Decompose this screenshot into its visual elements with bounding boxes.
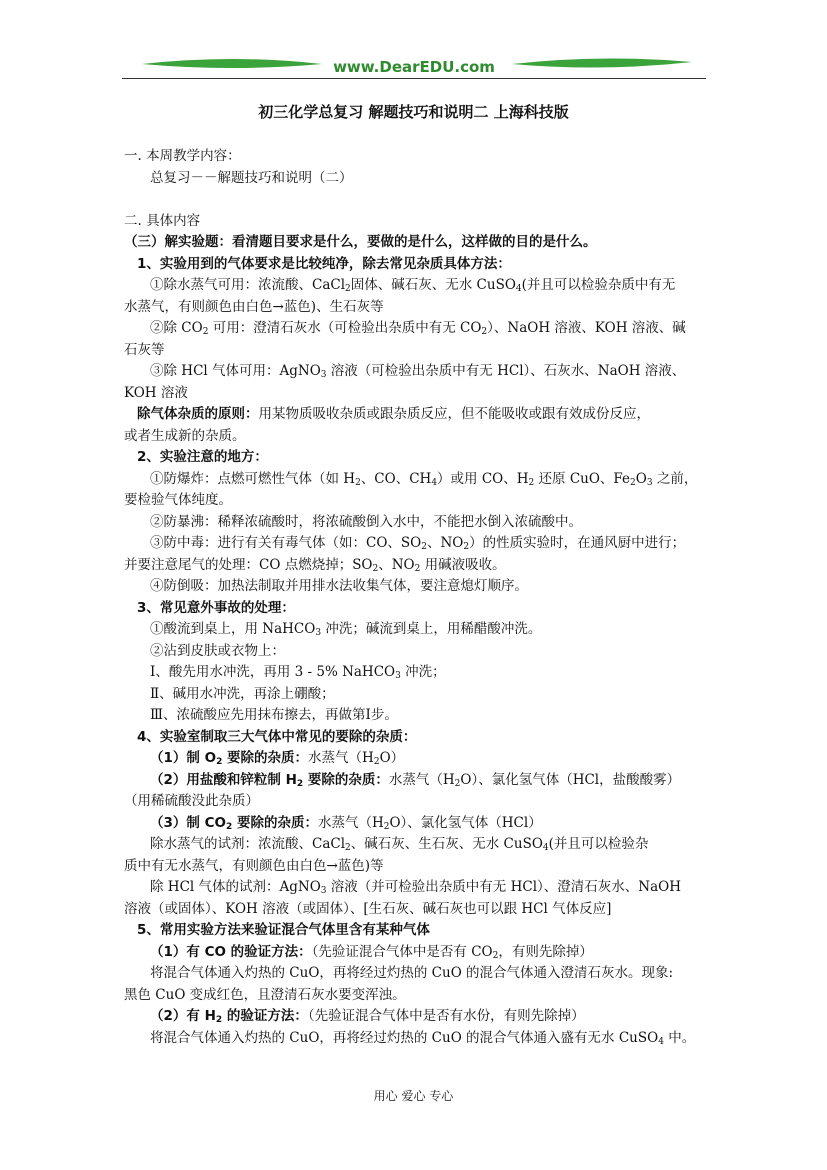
point-1-line: KOH 溶液 [124,384,188,401]
point-4-line: 质中有无水蒸气，有则颜色由白色→蓝色)等 [124,857,384,874]
point-2-line: ②防暴沸：稀释浓硫酸时，将浓硫酸倒入水中，不能把水倒入浓硫酸中。 [150,513,582,530]
point-3-line: ②沾到皮肤或衣物上： [150,642,285,659]
section-2-heading: 二. 具体内容 [124,212,201,229]
swoosh-logo-icon [122,52,706,80]
header-brand: www.DearEDU.com [333,58,495,76]
document-body [124,146,708,1049]
page-footer: 用心 爱心 专心 [373,1089,454,1103]
header-rule [122,78,706,79]
point-4-line: 溶液（或固体）、KOH 溶液（或固体）、[生石灰、碱石灰也可以跟 HCl 气体反应] [124,900,612,917]
point-5-heading: 5、常用实验方法来验证混合气体里含有某种气体 [137,922,430,938]
point-5-line: 黑色 CuO 变成红色，且澄清石灰水要变浑浊。 [124,986,406,1003]
point-3-line: Ⅲ、浓硫酸应先用抹布擦去，再做第Ⅰ步。 [150,707,398,723]
point-5-line: （1）有 CO 的验证方法：（先验证混合气体中是否有 $CO_2$，有则先除掉） [150,943,593,961]
point-3-line: Ⅰ、酸先用水冲洗，再用 3 - 5% NaHCO$_3$ 冲洗； [150,664,446,681]
point-1-line: 水蒸气，有则颜色由白色→蓝色)、生石灰等 [124,298,384,315]
point-4-line: （1）制 $O_2$ 要除的杂质：水蒸气$(H_2O)$ [150,750,405,767]
point-4-line: （2）用盐酸和锌粒制 $H_2$ 要除的杂质：水蒸气$(H_2O)$、氯化氢气体（HCl，盐酸酸雾） [150,771,681,789]
point-4-line: 除水蒸气的试剂：浓流酸、CaCl$_2$、碱石灰、生石灰、无水 CuSO$_4$(并且可以检验杂 [150,836,649,853]
principle-line: 除气体杂质的原则：用某物质吸收杂质或跟杂质反应，但不能吸收或跟有效成份反应， [137,406,650,422]
point-4-heading: 4、实验室制取三大气体中常见的要除的杂质： [137,728,417,745]
point-3-line: Ⅱ、碱用水冲洗，再涂上硼酸； [150,685,335,702]
point-5-line: 将混合气体通入灼热的 CuO，再将经过灼热的 CuO 的混合气体通入盛有无水 CuSO$_4$ 中。 [150,1029,696,1047]
point-3-line: ①酸流到桌上，用 NaHCO$_3$ 冲洗；碱流到桌上，用稀醋酸冲洗。 [150,621,542,638]
point-1-line: ③除 HCl 气体可用：AgNO$_3$ 溶液（可检验出杂质中有无 HCl）、石灰水、NaOH 溶液、 [150,363,686,380]
section-1-heading: 一. 本周教学内容： [124,148,241,164]
point-1-heading: 1、实验用到的气体要求是比较纯净，除去常见杂质具体方法： [137,255,511,272]
point-2-heading: 2、实验注意的地方： [137,449,268,465]
section-1-item: 总复习－－解题技巧和说明（二） [150,169,353,186]
point-2-line: ①防爆炸：点燃可燃性气体（如 $H_2$、CO、$CH_4$）或用 CO、$H_2$ 还原 CuO、$Fe_2O_3$ 之前， [150,470,698,488]
point-4-line: （3）制 $CO_2$ 要除的杂质：水蒸气$(H_2O)$、氯化氢气体（HCl） [150,814,542,832]
section-3-heading: （三）解实验题：看清题目要求是什么，要做的是什么，这样做的目的是什么。 [124,234,597,250]
point-2-line: 并要注意尾气的处理：CO 点燃烧掉；$SO_2$、$NO_2$ 用碱液吸收。 [124,556,506,574]
point-3-heading: 3、常见意外事故的处理： [137,599,295,616]
point-5-line: （2）有 $H_2$ 的验证方法：（先验证混合气体中是否有水份，有则先除掉） [150,1008,585,1025]
principle-line: 或者生成新的杂质。 [124,427,246,444]
point-2-line: 要检验气体纯度。 [124,492,232,508]
point-2-line: ④防倒吸：加热法制取并用排水法收集气体，要注意熄灯顺序。 [150,578,528,594]
point-4-line: 除 HCl 气体的试剂：AgNO$_3$ 溶液（并可检验出杂质中有无 HCl）、澄清石灰水、NaOH [150,879,681,896]
point-5-line: 将混合气体通入灼热的 CuO，再将经过灼热的 CuO 的混合气体通入澄清石灰水。现象: [150,965,674,981]
point-4-line: （用稀硫酸没此杂质） [124,793,259,809]
point-1-line: ②除 $CO_2$ 可用：澄清石灰水（可检验出杂质中有无 $CO_2$）、NaOH 溶液、KOH 溶液、碱 [150,320,686,337]
site-header [122,52,706,82]
page-title: 初三化学总复习 解题技巧和说明二 上海科技版 [258,103,569,121]
point-1-line: ①除水蒸气可用：浓流酸、CaCl$_2$固体、碱石灰、无水 CuSO$_4$(并且可以检验杂质中有无 [150,277,676,294]
point-1-line: 石灰等 [124,341,165,358]
point-2-line: ③防中毒：进行有关有毒气体（如：CO、$SO_2$、$NO_2$）的性质实验时，在通风厨中进行； [150,535,686,552]
